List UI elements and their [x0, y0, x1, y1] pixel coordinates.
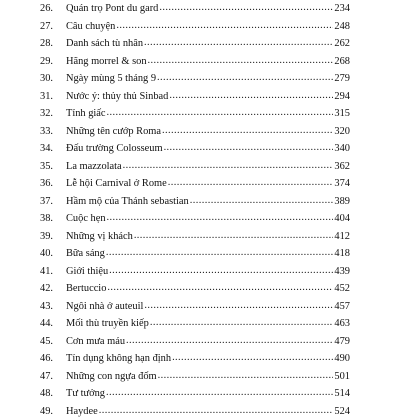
toc-entry-number: 46.: [40, 350, 64, 368]
toc-dot-leader: [107, 209, 334, 227]
toc-entry: [40, 35, 350, 53]
toc-entry: [40, 70, 350, 88]
toc-entry-title: Hầm mộ của Thánh sebastian: [64, 193, 189, 211]
toc-dot-leader: [109, 262, 333, 280]
toc-dot-leader: [106, 244, 334, 262]
toc-entry: [40, 368, 350, 386]
toc-entry-page: 389: [334, 193, 350, 211]
toc-entry-title: Ngôi nhà ở auteuil: [64, 298, 143, 316]
toc-entry-page: 320: [334, 123, 350, 141]
toc-dot-leader: [116, 17, 333, 35]
toc-entry-page: 418: [334, 245, 350, 263]
toc-entry: [40, 88, 350, 106]
toc-entry-title: Tư tưởng: [64, 385, 105, 403]
toc-entry-number: 44.: [40, 315, 64, 333]
toc-entry-page: 374: [334, 175, 350, 193]
toc-entry-title: Đấu trường Colosseum: [64, 140, 163, 158]
toc-entry-page: 315: [334, 105, 350, 123]
toc-entry-number: 32.: [40, 105, 64, 123]
toc-dot-leader: [107, 104, 334, 122]
toc-entry-page: 234: [334, 0, 350, 18]
toc-dot-leader: [107, 279, 333, 297]
toc-entry-number: 34.: [40, 140, 64, 158]
toc-entry: [40, 350, 350, 368]
toc-dot-leader: [134, 227, 334, 245]
toc-dot-leader: [99, 402, 334, 420]
toc-entry-page: 457: [334, 298, 350, 316]
toc-entry-number: 41.: [40, 263, 64, 281]
toc-entry-page: 439: [334, 263, 350, 281]
toc-entry-number: 35.: [40, 158, 64, 176]
toc-entry-page: 279: [334, 70, 350, 88]
toc-entry: [40, 298, 350, 316]
toc-entry: [40, 245, 350, 263]
toc-entry-number: 43.: [40, 298, 64, 316]
toc-entry-title: Nước ý: thủy thủ Sinbad: [64, 88, 168, 106]
toc-dot-leader: [123, 157, 334, 175]
toc-entry-title: Cuộc hẹn: [64, 210, 106, 228]
toc-entry-title: Những con ngựa đốm: [64, 368, 157, 386]
toc-entry-page: 463: [334, 315, 350, 333]
toc-entry-title: Những tên cướp Roma: [64, 123, 161, 141]
toc-entry-page: 501: [334, 368, 350, 386]
toc-dot-leader: [150, 314, 334, 332]
toc-entry-page: 490: [334, 350, 350, 368]
toc-dot-leader: [157, 69, 333, 87]
toc-dot-leader: [169, 87, 333, 105]
toc-entry-page: 340: [334, 140, 350, 158]
toc-entry-title: La mazzolata: [64, 158, 122, 176]
toc-entry-number: 37.: [40, 193, 64, 211]
toc-entry-number: 39.: [40, 228, 64, 246]
toc-entry-title: Haydee: [64, 403, 98, 420]
toc-entry-title: Những vị khách: [64, 228, 133, 246]
toc-entry-page: 248: [334, 18, 350, 36]
table-of-contents: [40, 0, 350, 420]
toc-entry: [40, 0, 350, 18]
toc-entry-number: 30.: [40, 70, 64, 88]
toc-entry-number: 45.: [40, 333, 64, 351]
toc-entry-page: 452: [334, 280, 350, 298]
toc-entry-title: Câu chuyện: [64, 18, 115, 36]
toc-entry: [40, 123, 350, 141]
toc-entry-page: 268: [334, 53, 350, 71]
toc-entry-page: 262: [334, 35, 350, 53]
toc-entry-number: 31.: [40, 88, 64, 106]
toc-entry-title: Giới thiệu: [64, 263, 108, 281]
toc-dot-leader: [126, 332, 333, 350]
toc-entry-title: Danh sách tù nhân: [64, 35, 143, 53]
toc-dot-leader: [106, 384, 333, 402]
toc-entry-number: 38.: [40, 210, 64, 228]
toc-entry-page: 524: [334, 403, 350, 420]
toc-entry-number: 42.: [40, 280, 64, 298]
toc-entry-page: 404: [334, 210, 350, 228]
toc-entry-number: 48.: [40, 385, 64, 403]
toc-entry-page: 294: [334, 88, 350, 106]
toc-dot-leader: [159, 0, 333, 17]
toc-entry: [40, 315, 350, 333]
toc-entry-page: 514: [334, 385, 350, 403]
toc-dot-leader: [144, 34, 333, 52]
toc-entry-number: 28.: [40, 35, 64, 53]
toc-entry-number: 40.: [40, 245, 64, 263]
toc-entry: [40, 403, 350, 420]
toc-entry-page: 362: [334, 158, 350, 176]
toc-entry: [40, 175, 350, 193]
toc-dot-leader: [164, 139, 334, 157]
toc-entry-title: Bữa sáng: [64, 245, 105, 263]
toc-entry-number: 29.: [40, 53, 64, 71]
toc-entry-title: Lễ hội Carnival ở Rome: [64, 175, 167, 193]
toc-entry: [40, 105, 350, 123]
toc-entry: [40, 333, 350, 351]
toc-entry: [40, 210, 350, 228]
toc-entry: [40, 263, 350, 281]
toc-entry: [40, 228, 350, 246]
toc-entry: [40, 18, 350, 36]
toc-entry-number: 27.: [40, 18, 64, 36]
toc-entry-title: Tỉnh giấc: [64, 105, 106, 123]
toc-entry-title: Quán trọ Pont du gard: [64, 0, 158, 18]
toc-dot-leader: [162, 122, 333, 140]
toc-dot-leader: [158, 367, 334, 385]
toc-entry-page: 479: [334, 333, 350, 351]
toc-dot-leader: [168, 174, 334, 192]
toc-entry: [40, 280, 350, 298]
toc-entry-title: Bertuccio: [64, 280, 106, 298]
toc-entry-number: 47.: [40, 368, 64, 386]
toc-entry-number: 36.: [40, 175, 64, 193]
toc-dot-leader: [144, 297, 333, 315]
toc-entry-title: Mối thù truyền kiếp: [64, 315, 149, 333]
toc-entry-number: 26.: [40, 0, 64, 18]
toc-entry-title: Hãng morrel & son: [64, 53, 147, 71]
toc-entry: [40, 158, 350, 176]
toc-entry-page: 412: [334, 228, 350, 246]
toc-entry-number: 49.: [40, 403, 64, 420]
toc-entry-number: 33.: [40, 123, 64, 141]
toc-dot-leader: [172, 349, 333, 367]
toc-dot-leader: [190, 192, 334, 210]
toc-entry: [40, 193, 350, 211]
toc-dot-leader: [148, 52, 334, 70]
toc-entry-title: Cơn mưa máu: [64, 333, 125, 351]
toc-entry: [40, 140, 350, 158]
toc-entry-title: Ngày mùng 5 tháng 9: [64, 70, 156, 88]
toc-entry: [40, 53, 350, 71]
toc-entry-title: Tín dụng không hạn định: [64, 350, 171, 368]
